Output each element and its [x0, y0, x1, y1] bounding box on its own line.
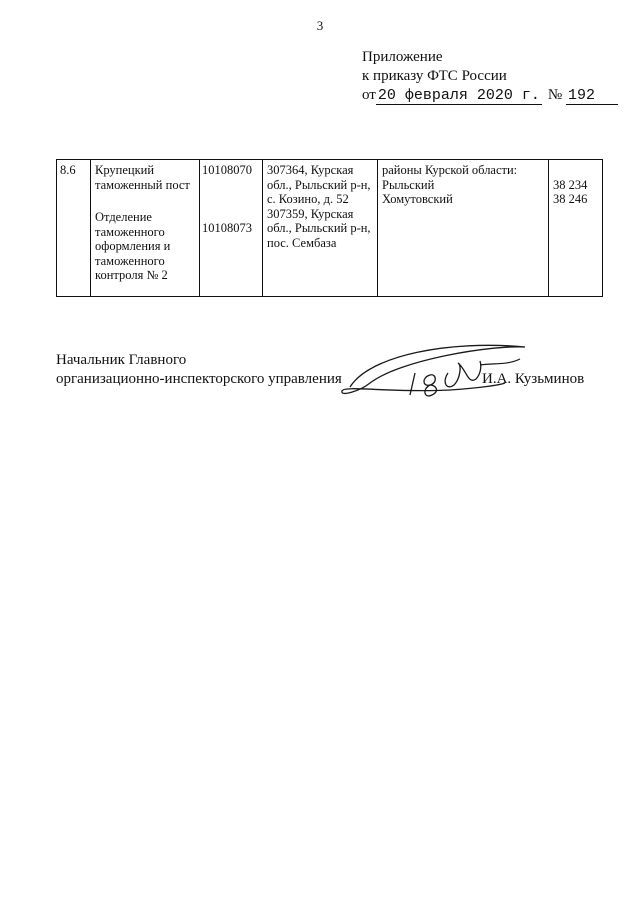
signatory-title-line: Начальник Главного — [56, 352, 187, 368]
signatory-name: И.А. Кузьминов — [482, 371, 585, 387]
district-name: Рыльский — [382, 177, 435, 192]
district-code: 38 246 — [553, 192, 588, 206]
post-code: 10108070 — [202, 163, 252, 177]
order-date: 20 февраля 2020 г. — [377, 87, 540, 104]
row-index: 8.6 — [57, 160, 91, 297]
page-number: 3 — [316, 18, 324, 33]
customs-offices-table — [56, 159, 603, 297]
order-from-label: от — [362, 87, 376, 103]
district-name: Хомутовский — [382, 192, 453, 206]
post-name: Крупецкий таможенный пост — [95, 163, 190, 192]
district-codes-cell — [549, 160, 603, 297]
post-address: 307359, Курская обл., Рыльский р-н, пос. Сембаза — [267, 206, 371, 250]
post-name: Отделение таможенного оформления и таможенного контроля № 2 — [95, 210, 171, 282]
post-code: 10108073 — [202, 221, 252, 235]
region-header: районы Курской области: — [382, 163, 518, 177]
post-addresses-cell — [263, 160, 378, 297]
appendix-title: Приложение — [362, 49, 443, 65]
signatory-title — [56, 351, 342, 389]
table-row — [57, 160, 603, 297]
order-number: 192 — [566, 87, 618, 105]
order-date-line — [362, 86, 618, 105]
districts-cell — [378, 160, 549, 297]
post-names-cell — [91, 160, 200, 297]
appendix-order-reference: к приказу ФТС России — [362, 68, 507, 84]
order-number-label: № — [547, 87, 563, 103]
appendix-heading — [362, 48, 618, 105]
post-address: 307364, Курская обл., Рыльский р-н, с. Козино, д. 52 — [267, 163, 371, 206]
district-code: 38 234 — [553, 177, 588, 192]
post-codes-cell — [200, 160, 263, 297]
signatory-title-line: организационно-инспекторского управления — [56, 371, 342, 387]
